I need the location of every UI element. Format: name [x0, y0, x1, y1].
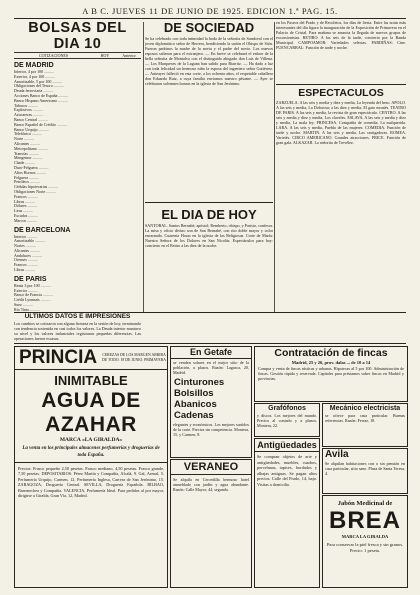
column-divider	[274, 22, 275, 312]
ad-antiguedades	[254, 438, 320, 588]
row-label: Alicantes ..........	[14, 248, 41, 253]
ad-mecanico	[322, 403, 408, 447]
agua-azahar-title: AGUA DE AZAHAR	[41, 389, 141, 436]
antiguedades-title: Antigüedades	[255, 439, 319, 452]
ad-agua-de-azahar	[14, 346, 168, 588]
ad-contratacion-fincas	[254, 346, 408, 402]
ads-divider	[14, 343, 406, 344]
contratacion-title: Contratación de fincas	[274, 347, 388, 359]
row-label: Azucareras ..........	[14, 113, 43, 118]
bolsas-table-header	[14, 52, 141, 59]
list-item: Bolsillos	[174, 388, 214, 399]
sociedad-text: Se ha celebrado con toda intimidad la boda de la señorita de Sandoval con el joven diplomático señor de Herrera, bendiciendo la unión el Obispo de Sión. Fueron padrinos la madre de la novia y el padre del novio. Los nuevos esposos salieron para el extranjero. — En breve se celebrará el enlace de la bella señorita de Montalvo con el distinguido abogado don Luis de Villena. — Los Marqueses de la Laguna han salido para Biarritz. — Ha dado a luz con toda felicidad un hermoso niño la esposa del ingeniero señor Gutiérrez. — Anteayer falleció en esta corte, a los ochenta años, el respetable caballero don Eduardo Ruiz, a cuya familia enviamos nuestro pésame. — Ayer se celebraron solemnes honras en la iglesia de San Jerónimo.	[145, 36, 273, 86]
ad-getafe	[170, 346, 252, 458]
paris-heading: DE PARIS	[14, 275, 47, 283]
bolsas-title: BOLSAS DEL DIA 10	[28, 20, 127, 52]
row-label: Liras ..........	[14, 209, 34, 214]
col-hoy: HOY	[100, 53, 110, 58]
antiguedades-text: Se compran objetos de arte y antigüedades, muebles, cuadros, porcelanas, tapices, bordados y alhajas antiguas. Se pagan altos precios. Calle del Prado, 14, bajo. Visitas a domicilio.	[257, 454, 317, 487]
row-label: Tabacos ..........	[14, 103, 39, 108]
paris-rows	[14, 284, 141, 312]
avila-title: Avila	[325, 449, 349, 460]
row-label: Amortizable, 5 por 100 ..........	[14, 79, 63, 84]
row-label: Francos ..........	[14, 194, 38, 199]
row-label: Exterior ..........	[14, 288, 39, 293]
row-label: Banco Urquijo ..........	[14, 127, 49, 132]
espectaculos-text: ZARZUELA. A las seis y media y diez y media, La leyenda del beso. APOLO. A las seis y media, La Dolorosa; a las diez y media, El gato montés. TEATRO DE PARIS. A las seis y media, la revista de gran espectáculo. CENTRO. A las seis y media y diez y media, Los claveles. ESLAVA. A las seis y media y diez y media, La mala ley. PRINCESA. Compañía de comedia, La malquerida. LARA. A las seis y media, Puebla de las mujeres. COMEDIA. Función de tarde y noche. MARTIN. A las seis y media, Las castigadoras. ROMEA. Varietés. CIRCO AMERICANO. Grandes atracciones. PRICE. Función de gran gala. ALKAZAR. La señorita de Trevélez.	[276, 100, 406, 145]
row-label: Acciones Banco de España ..........	[14, 93, 69, 98]
princia-tagline: La venta en los principales almacenes perfumerías y droguerías de toda España.	[22, 446, 160, 458]
row-label: Petróleos ..........	[14, 180, 40, 185]
accessories-list	[171, 376, 251, 422]
row-label: Deuda ferroviaria ..........	[14, 89, 54, 94]
row-label: Interior ..........	[14, 234, 37, 239]
giralda-brand: MARCA «LA GIRALDA»	[59, 437, 123, 443]
row-label: Marcos ..........	[14, 218, 37, 223]
row-label: Norte ..........	[14, 137, 35, 142]
row-label: Río Tinto ..........	[14, 307, 41, 312]
grafofonos-text: y discos. Los mejores del mundo. Precios al contado y a plazos. Montera, 22.	[257, 413, 317, 428]
column-divider	[143, 22, 144, 312]
row-label: Orenses ..........	[14, 258, 38, 263]
dia-title: EL DIA DE HOY	[161, 207, 257, 222]
veraneo-title: VERANEO	[171, 460, 251, 475]
espectaculos-title: ESPECTACULOS	[298, 87, 384, 99]
row-label: Nortes ..........	[14, 244, 36, 249]
row-label: Metropolitano ..........	[14, 146, 48, 151]
row-label: Chade ..........	[14, 161, 36, 166]
contratacion-text: Compra y venta de fincas rústicas y urbanas. Hipotecas al 5 por 100. Administración de fincas. Gestión rápida y reservada. Capitales para préstamos sobre fincas en Madrid y provincias.	[258, 366, 404, 381]
grafofonos-title: Grafófonos	[268, 405, 306, 412]
row-label: Mengemor ..........	[14, 156, 43, 161]
column-bolsas	[14, 20, 141, 312]
col-cotizaciones: COTIZACIONES	[38, 53, 69, 58]
madrid-rows	[14, 70, 141, 224]
veraneo-text: Se alquila en Cercedilla hermoso hotel amueblado con jardín y agua abundante. Razón: Calle Mayor, 44, segundo.	[173, 477, 249, 492]
list-item: Cadenas	[174, 410, 214, 421]
column-sociedad	[145, 20, 273, 312]
row-label: Alicantes ..........	[14, 141, 41, 146]
col-anterior: Anterior	[122, 53, 136, 58]
row-label: Amortizable ..........	[14, 239, 45, 244]
ad-avila	[322, 448, 408, 494]
row-label: Tranvías ..........	[14, 151, 39, 156]
ad-grafofonos	[254, 403, 320, 437]
top-right-text: en los Paseos del Prado y de Recoletos, los días de fiesta. Entre las notas más interesantes del día figura la inauguración de la Exposición de Primavera en el Palacio de Cristal. Para mañana se anuncia la llegada de nuevos grupos de excursionistas. RETIRO: A las seis de la tarde, concierto por la Banda Municipal. CAMPOAMOR: Variedades selectas. PARDIÑAS: Cine. FUENCARRAL: Función de tarde y noche.	[276, 20, 406, 50]
row-label: Explosivos ..........	[14, 108, 43, 113]
ultimos-datos	[14, 313, 141, 342]
jabon-title: Jabón Medicinal de	[337, 500, 393, 507]
row-label: Libras ..........	[14, 268, 36, 273]
row-label: Cédulas hipotecarias ..........	[14, 185, 59, 190]
row-label: Andaluces ..........	[14, 253, 42, 258]
ad-veraneo	[170, 459, 252, 588]
sociedad-title: DE SOCIEDAD	[163, 20, 255, 35]
row-label: Dólares ..........	[14, 204, 38, 209]
list-item: Cinturones	[174, 377, 225, 388]
inimitable-label: INIMITABLE	[54, 373, 128, 388]
ultimos-text: Los cambios se cotizaron con alguna firmeza en la sesión de hoy, terminando con tendencia sostenida en casi todos los valores. La Deuda interior mantuvo su nivel y los valores industriales registraron pequeñas diferencias. Las operaciones fueron escasas.	[14, 321, 141, 341]
ad-jabon-brea	[322, 495, 408, 588]
contratacion-sub: Madrid, 25 y 26, prov. dalas ... de 10 a 14	[291, 360, 371, 365]
dia-text: SANTORAL. Santos Bernabé, apóstol; Remberto, obispo, y Parisio, confesor. La misa y oficio divino son de San Bernabé, con rito doble mayor y color encarnado. Cuarenta Horas en la iglesia de las Religiosas. Corte de María: Nuestra Señora de los Dolores en San Nicolás. Espectáculos para hoy: concierto en el Retiro a las diez de la noche.	[145, 223, 273, 248]
row-label: Banco Central ..........	[14, 117, 48, 122]
row-label: Suez ..........	[14, 303, 33, 308]
mecanico-title: Mecánico electricista	[329, 405, 401, 412]
column-espectaculos	[276, 20, 406, 312]
row-label: Obligaciones Norte ..........	[14, 189, 57, 194]
row-label: Libras ..........	[14, 199, 36, 204]
row-label: Interior, 4 por 100 ..........	[14, 70, 55, 74]
row-label: Altos Hornos ..........	[14, 170, 47, 175]
princia-text: Precios: Frasco pequeño 2,50 pesetas. Frasco mediano, 4,50 pesetas. Frasco grande, 7,50 pesetas. DEPOSITARIOS: Pérez Martín y Compañía, Alcalá, 9. Gal, Arenal, 5. Perfumería Urquijo, Carmen, 12. Perfumería Inglesa, Carrera de San Jerónimo, 15. ZARAGOZA, Droguería Central. SEVILLA, Droguería Española. BILBAO, Barrenechea y Compañía. VALENCIA, Perfumería Ideal. Para pedidos al por mayor, dirigirse a Giralda, Gran Vía, 12, Madrid.	[18, 466, 164, 499]
page-header: A B C. JUEVES 11 DE JUNIO DE 1925. EDICION 1.ª PAG. 15.	[14, 4, 406, 19]
row-label: Banco de Francia ..........	[14, 293, 53, 298]
table-row	[14, 219, 141, 224]
row-label: Francos ..........	[14, 263, 38, 268]
brea-text: Para conservar la piel fresca y sin granos. Precio: 1 peseta.	[326, 542, 404, 553]
row-label: Crédit Lyonnais ..........	[14, 298, 51, 303]
row-label: Renta 3 por 100 ..........	[14, 283, 51, 288]
accessories-text: elegantes y económicos. Los mejores surtidos de la corte. Precios sin competencia. Montera, 15, y Carmen, 8.	[173, 422, 249, 437]
row-label: Duro-Felguera ..........	[14, 165, 49, 170]
princia-name: PRINCIA	[19, 347, 98, 368]
avila-text: Se alquilan habitaciones con o sin pensión en casa particular, sitio sano. Plaza de Santa Teresa, 4.	[325, 461, 405, 476]
row-label: Obligaciones del Tesoro ..........	[14, 84, 64, 89]
row-label: Telefónica ..........	[14, 132, 42, 137]
mecanico-text: se ofrece para casa particular. Buenas referencias. Razón: Ferraz, 18.	[325, 413, 405, 423]
list-item: Abanicos	[174, 399, 217, 410]
row-label: Felguera ..........	[14, 175, 39, 180]
row-label: Banco Hispano Americano ..........	[14, 98, 69, 103]
getafe-text: se venden solares en el mejor sitio de la población, a plazos. Razón: Lagasca, 20, Madrid.	[173, 360, 249, 375]
row-label: Exterior, 4 por 100 ..........	[14, 74, 56, 79]
row-label: Escudos ..........	[14, 213, 39, 218]
madrid-heading: DE MADRID	[14, 62, 54, 69]
ultimos-title: ULTIMOS DATOS E IMPRESIONES	[24, 313, 131, 320]
row-label: Banco Español de Crédito ..........	[14, 122, 67, 127]
brea-title: BREA	[328, 507, 401, 534]
brea-brand: MARCA LA GIRALDA	[341, 534, 389, 539]
princia-sub: CEREZAS DE LOS MARGEN ARRIBA DE TODO. 18 DE JUNIO. PRIMAVERA	[102, 353, 166, 362]
barcelona-heading: DE BARCELONA	[14, 226, 71, 234]
barcelona-rows	[14, 235, 141, 273]
getafe-title: En Getafe	[171, 347, 251, 359]
table-row	[14, 268, 141, 273]
